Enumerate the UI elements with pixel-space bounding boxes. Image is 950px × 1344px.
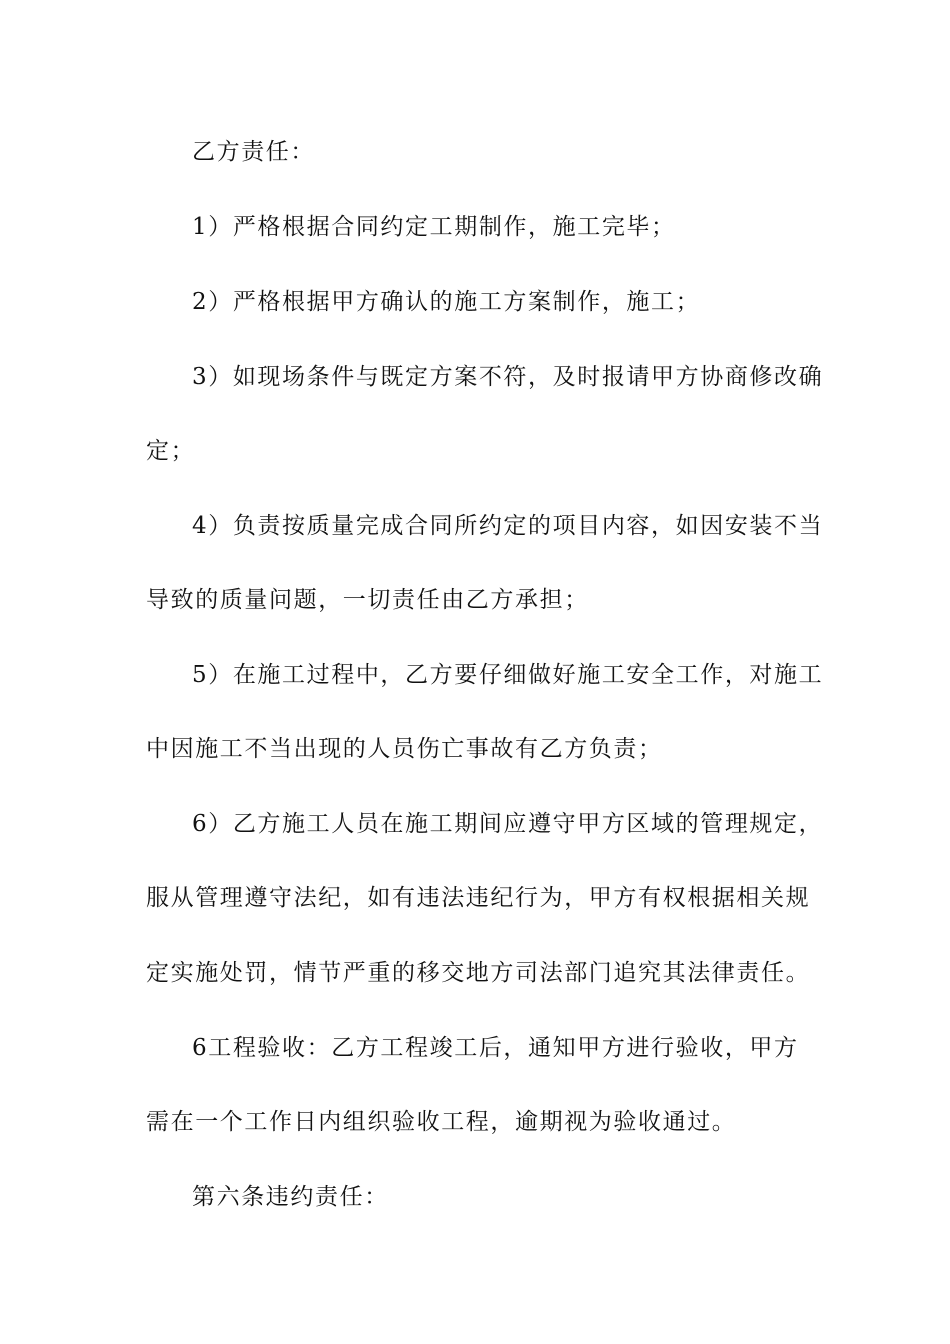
clause-3-line-1: 3）如现场条件与既定方案不符，及时报请甲方协商修改确 — [192, 364, 824, 390]
acceptance-clause-line-1: 6工程验收：乙方工程竣工后，通知甲方进行验收，甲方 — [192, 1035, 799, 1061]
clause-4-line-2: 导致的质量问题，一切责任由乙方承担； — [146, 587, 589, 613]
clause-5-line-2: 中因施工不当出现的人员伤亡事故有乙方负责； — [146, 736, 663, 762]
clause-3-line-2: 定； — [146, 438, 196, 464]
acceptance-clause-line-2: 需在一个工作日内组织验收工程，逾期视为验收通过。 — [146, 1109, 737, 1135]
clause-5-line-1: 5）在施工过程中，乙方要仔细做好施工安全工作，对施工 — [192, 662, 824, 688]
clause-2: 2）严格根据甲方确认的施工方案制作，施工； — [192, 289, 701, 315]
clause-1: 1）严格根据合同约定工期制作，施工完毕； — [192, 214, 676, 240]
clause-6-line-2: 服从管理遵守法纪，如有违法违纪行为，甲方有权根据相关规 — [146, 885, 811, 911]
clause-6-line-1: 6）乙方施工人员在施工期间应遵守甲方区域的管理规定， — [192, 811, 824, 837]
clause-6-line-3: 定实施处罚，情节严重的移交地方司法部门追究其法律责任。 — [146, 960, 811, 986]
section-heading-party-b-responsibilities: 乙方责任： — [192, 139, 315, 165]
article-6-heading: 第六条违约责任： — [192, 1184, 389, 1210]
clause-4-line-1: 4）负责按质量完成合同所约定的项目内容，如因安装不当 — [192, 513, 824, 539]
